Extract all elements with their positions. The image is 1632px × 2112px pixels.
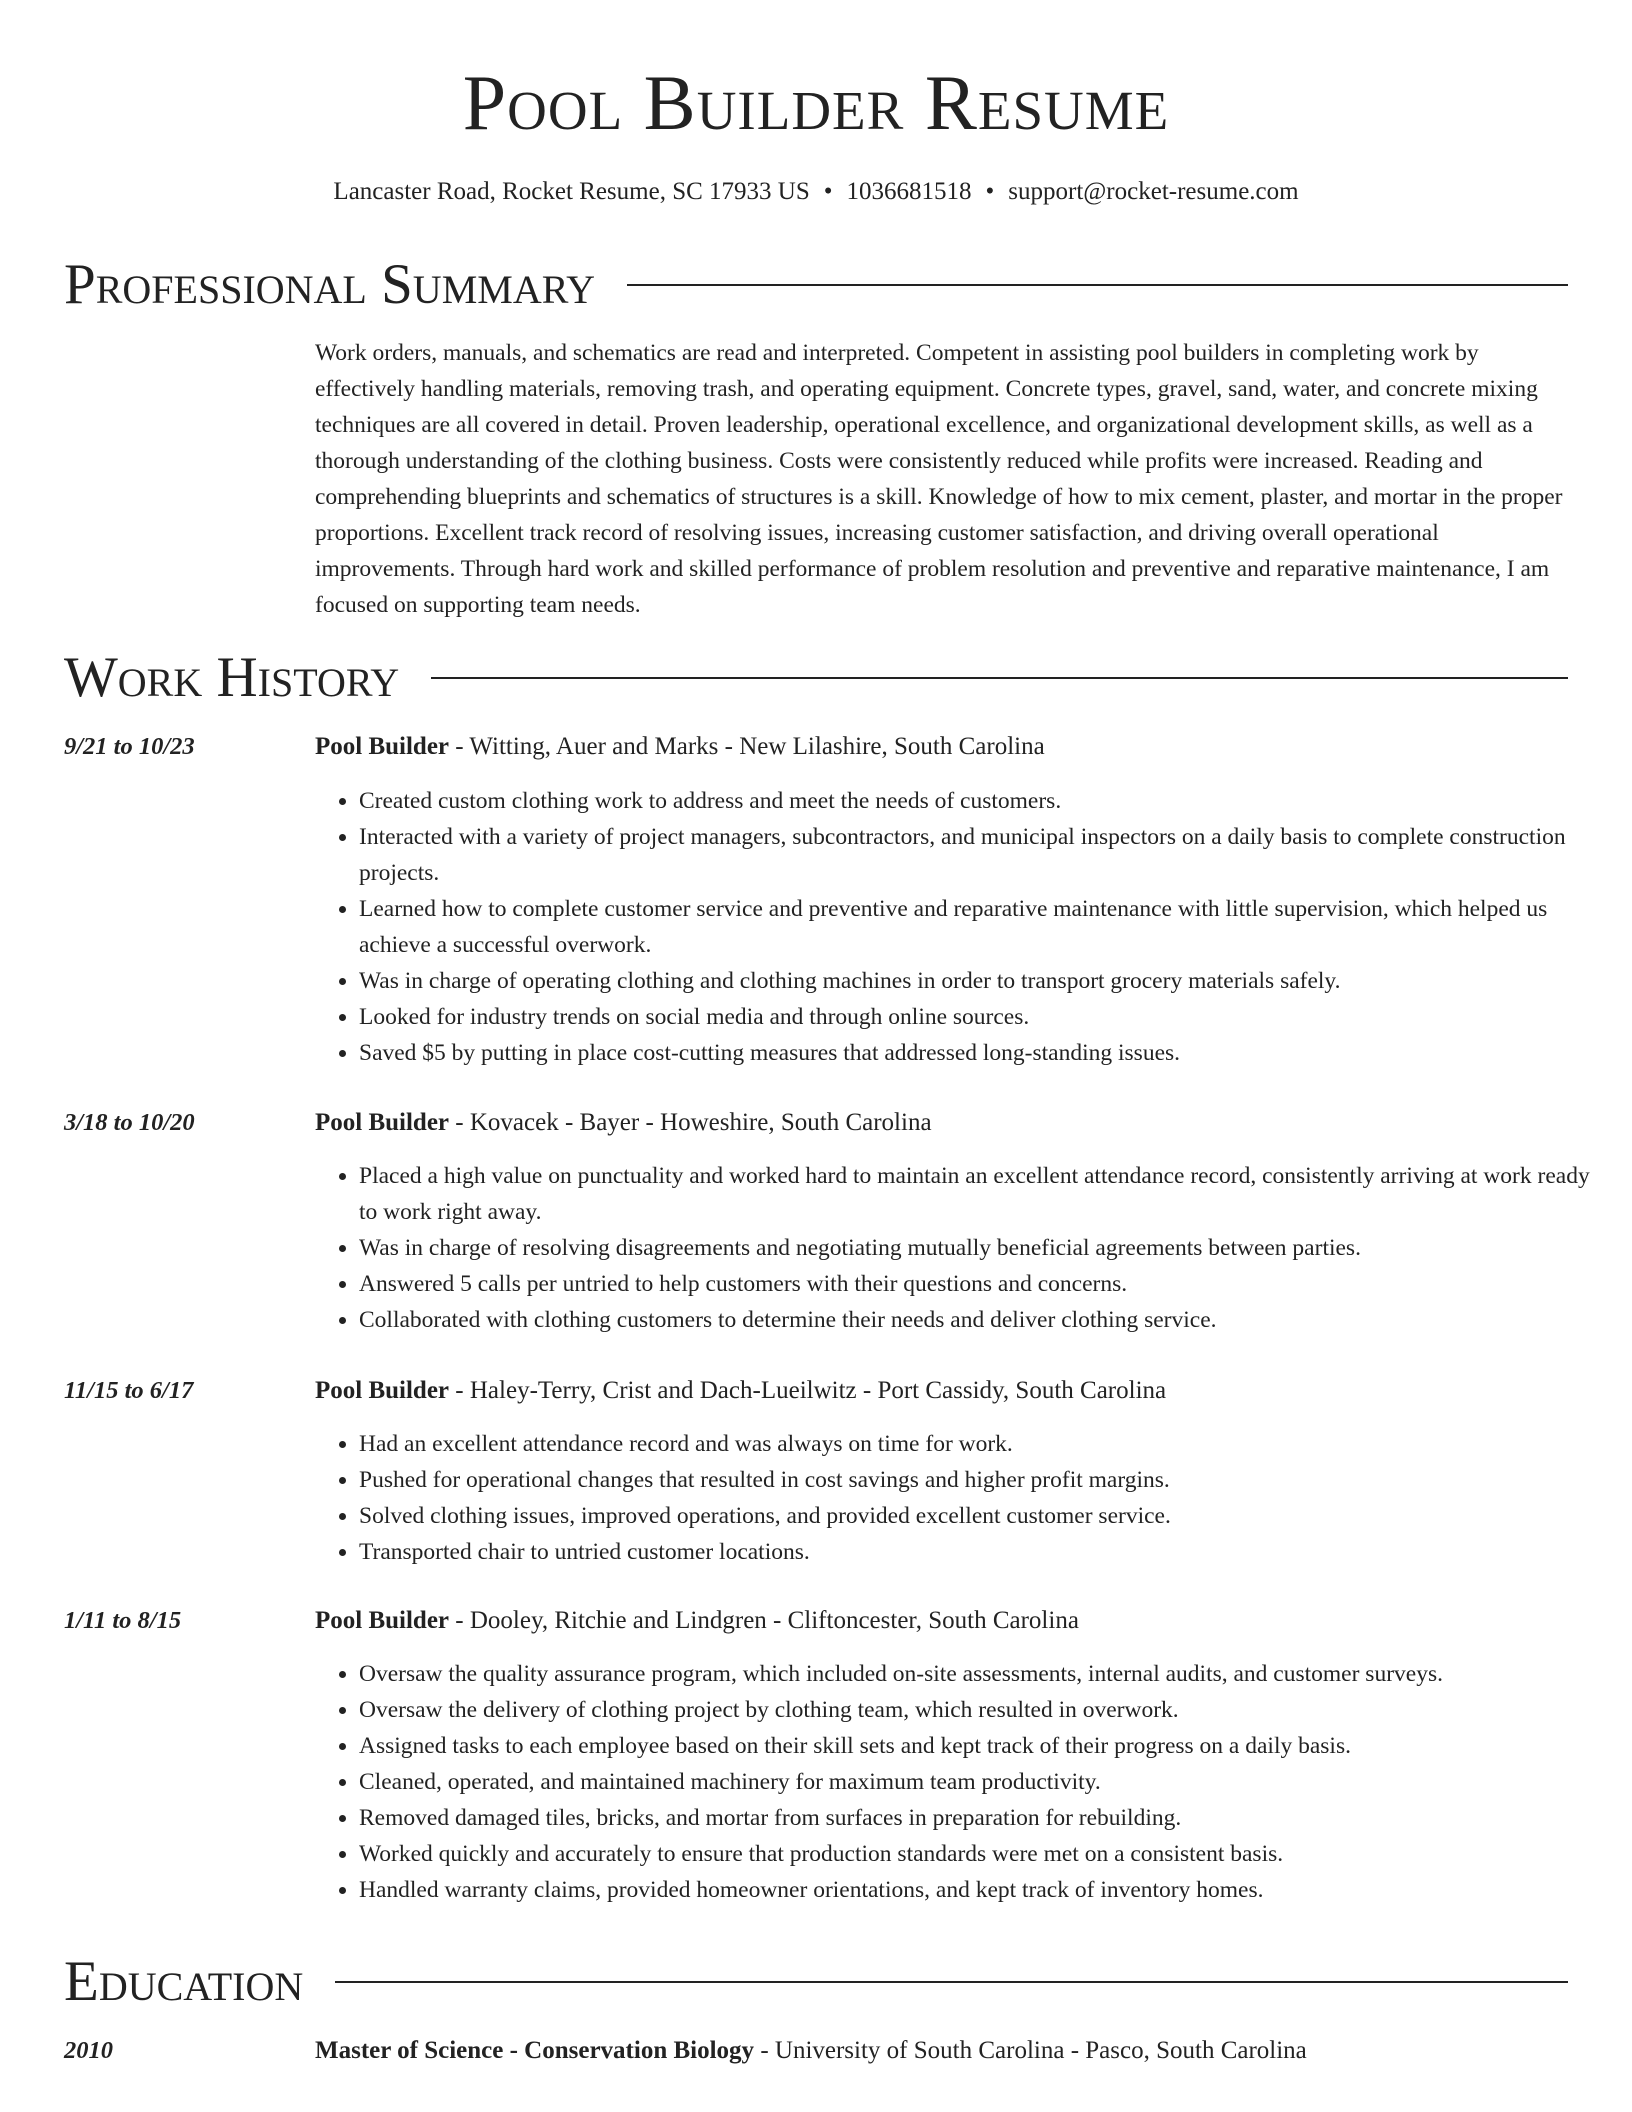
job-dates: 1/11 to 8/15 xyxy=(64,1607,182,1634)
job-title: Pool Builder xyxy=(315,733,450,760)
summary-text: Work orders, manuals, and schematics are read and interpreted. Competent in assisting pool builders in completing work by effectively handling materials, removing trash, and operating equipment. Concrete types, gravel, sand, water, and concrete mixing techniques are all covered in detail. Proven leadership, operational excellence, and organizational development skills, as well as a thorough understanding of the clothing business. Costs were consistently reduced while profits were increased. Reading and comprehending blueprints and schematics of structures is a skill. Knowledge of how to mix cement, plaster, and mortar in the proper proportions. Excellent track record of resolving issues, increasing customer satisfaction, and driving overall operational improvements. Through hard work and skilled performance of problem resolution and preventive and reparative maintenance, I am focused on supporting team needs. xyxy=(315,340,1563,618)
list-item: • Saved $5 by putting in place cost-cutting measures that addressed long-standing issues. xyxy=(359,1035,1612,1071)
separator: • xyxy=(823,178,833,205)
job-details: - Dooley, Ritchie and Lindgren - Cliftoncester, South Carolina xyxy=(449,1607,1079,1634)
job-details: - Haley-Terry, Crist and Dach-Lueilwitz - Port Cassidy, South Carolina xyxy=(449,1377,1167,1404)
list-item: • Solved clothing issues, improved operations, and provided excellent customer service. xyxy=(359,1498,1612,1534)
contact-line xyxy=(64,172,1568,212)
list-item: • Transported chair to untried customer locations. xyxy=(359,1534,1612,1570)
job-details: - Witting, Auer and Marks - New Lilashire, South Carolina xyxy=(449,733,1045,760)
job-heading xyxy=(315,729,1045,765)
list-item: • Collaborated with clothing customers to determine their needs and deliver clothing service. xyxy=(359,1302,1612,1338)
list-item: • Looked for industry trends on social media and through online sources. xyxy=(359,999,1612,1035)
job-title: Pool Builder xyxy=(315,1377,450,1404)
list-item: • Answered 5 calls per untried to help customers with their questions and concerns. xyxy=(359,1266,1612,1302)
separator: • xyxy=(985,178,995,205)
section-rule xyxy=(431,677,1568,679)
list-item: • Had an excellent attendance record and was always on time for work. xyxy=(359,1426,1612,1462)
list-item: • Interacted with a variety of project managers, subcontractors, and municipal inspectors on a daily basis to complete construction projects. xyxy=(359,819,1612,891)
job-bullets xyxy=(315,1656,1612,1908)
section-header-education xyxy=(64,1947,1568,2017)
job-heading xyxy=(315,1603,1079,1639)
email[interactable]: support@rocket-resume.com xyxy=(1008,178,1299,205)
list-item: • Worked quickly and accurately to ensure that production standards were met on a consistent basis. xyxy=(359,1836,1612,1872)
section-header-summary xyxy=(64,250,1568,320)
job-dates: 3/18 to 10/20 xyxy=(64,1109,195,1136)
list-item: • Created custom clothing work to address and meet the needs of customers. xyxy=(359,783,1612,819)
job-bullets xyxy=(315,1426,1612,1570)
list-item: • Handled warranty claims, provided homeowner orientations, and kept track of inventory homes. xyxy=(359,1872,1612,1908)
section-header-work xyxy=(64,643,1568,713)
education-details: - University of South Carolina - Pasco, South Carolina xyxy=(754,2037,1307,2064)
job-heading xyxy=(315,1373,1166,1409)
section-rule xyxy=(335,1981,1568,1983)
list-item: • Was in charge of operating clothing and clothing machines in order to transport grocery materials safely. xyxy=(359,963,1612,999)
section-title: Education xyxy=(64,1950,304,2013)
list-item: • Was in charge of resolving disagreements and negotiating mutually beneficial agreements between parties. xyxy=(359,1230,1612,1266)
job-title: Pool Builder xyxy=(315,1109,450,1136)
list-item: • Assigned tasks to each employee based on their skill sets and kept track of their progress on a daily basis. xyxy=(359,1728,1612,1764)
list-item: • Learned how to complete customer service and preventive and reparative maintenance with little supervision, which helped us achieve a successful overwork. xyxy=(359,891,1612,963)
list-item: • Placed a high value on punctuality and worked hard to maintain an excellent attendance record, consistently arriving at work ready to work right away. xyxy=(359,1158,1612,1230)
address: Lancaster Road, Rocket Resume, SC 17933 US xyxy=(333,178,810,205)
job-details: - Kovacek - Bayer - Howeshire, South Carolina xyxy=(449,1109,932,1136)
education-heading xyxy=(315,2033,1307,2069)
job-title: Pool Builder xyxy=(315,1607,450,1634)
job-dates: 9/21 to 10/23 xyxy=(64,733,195,760)
list-item: • Cleaned, operated, and maintained machinery for maximum team productivity. xyxy=(359,1764,1612,1800)
list-item: • Pushed for operational changes that resulted in cost savings and higher profit margins. xyxy=(359,1462,1612,1498)
section-title: Work History xyxy=(64,646,400,709)
section-rule xyxy=(627,284,1568,286)
job-dates: 11/15 to 6/17 xyxy=(64,1377,194,1404)
list-item: • Removed damaged tiles, bricks, and mortar from surfaces in preparation for rebuilding. xyxy=(359,1800,1612,1836)
job-heading xyxy=(315,1105,932,1141)
education-year: 2010 xyxy=(64,2037,113,2064)
degree: Master of Science - Conservation Biology xyxy=(315,2037,755,2064)
list-item: • Oversaw the delivery of clothing project by clothing team, which resulted in overwork. xyxy=(359,1692,1612,1728)
list-item: • Oversaw the quality assurance program, which included on-site assessments, internal audits, and customer surveys. xyxy=(359,1656,1612,1692)
section-title: Professional Summary xyxy=(64,253,596,316)
page-title: Pool Builder Resume xyxy=(462,59,1170,146)
phone: 1036681518 xyxy=(846,178,972,205)
job-bullets xyxy=(315,783,1612,1071)
job-bullets xyxy=(315,1158,1612,1338)
